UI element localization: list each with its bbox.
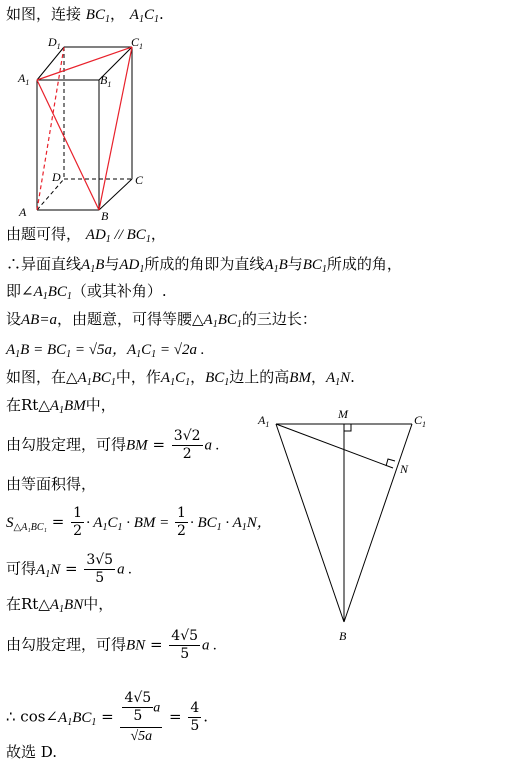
triangle-figure: [250, 402, 440, 644]
math: $A_1C_1$: [129, 7, 159, 25]
line-setup: 设AB=a，由题意，可得等腰$\triangle A_1BC_1$的三边长：: [6, 310, 317, 330]
line-construct: 如图，在$\triangle A_1BC_1$中，作$A_1C_1$，$BC_1$边上的高BM，$A_1N$.: [6, 368, 355, 388]
label-n: N: [400, 462, 409, 476]
label-d1: $D_1$: [48, 35, 61, 51]
label-c: C: [135, 173, 144, 187]
line-connect: 如图，连接 $BC_1$， $A_1C_1$.: [6, 5, 164, 25]
label-b: B: [339, 629, 347, 643]
line-cosine: ∴ $\cos\angle A_1BC_1$ = $\frac{4√5}{5}$ a √5a = $\frac{4}{5}$ .: [6, 690, 209, 744]
line-an-value: 可得$A_1N$ = $\frac{3√5}{5}$ a .: [6, 552, 133, 586]
line-answer: 故选 D.: [6, 743, 58, 761]
label-m: M: [338, 407, 348, 421]
line-sides: $A_1B = BC_1 = √5a$，$A_1C_1 = √2a$ .: [6, 342, 205, 360]
label-a: A: [19, 205, 27, 219]
line-rt-bn: 在$Rt\triangle A_1BN$中，: [6, 595, 114, 615]
line-area: 由等面积得，: [6, 475, 97, 493]
line-area-eq: $S_{\triangle A_1BC_1}$ = $\frac{1}{2}$ · $A_1C_1$ · BM = $\frac{1}{2}$ · $BC_1 \cdot A_1N$，: [6, 505, 272, 539]
label-b: B: [101, 209, 109, 223]
math: $BC_1$: [85, 7, 110, 25]
prism-figure: [14, 34, 154, 226]
label-a1: $A_1$: [18, 71, 30, 87]
label-d: D: [52, 170, 61, 184]
line-bm-value: 由勾股定理，可得BM = $\frac{3√2}{2}$ a .: [6, 428, 220, 462]
text: 如图，连接: [6, 5, 82, 23]
line-skew: ∴异面直线$A_1B$与$AD_1$所成的角即为直线$A_1B$与$BC_1$所成的角，: [6, 255, 402, 275]
label-c1: $C_1$: [414, 413, 427, 429]
line-parallel: 由题可得， $AD_1 // BC_1$，: [6, 225, 166, 245]
label-b1: $B_1$: [100, 73, 112, 89]
line-angle: 即$\angle A_1BC_1$（或其补角）.: [6, 282, 167, 302]
label-c1: $C_1$: [131, 35, 144, 51]
label-a1: $A_1$: [258, 413, 270, 429]
line-rt-bm: 在$Rt\triangle A_1BM$中，: [6, 396, 116, 416]
line-bn-value: 由勾股定理，可得BN = $\frac{4√5}{5}$ a .: [6, 628, 218, 662]
